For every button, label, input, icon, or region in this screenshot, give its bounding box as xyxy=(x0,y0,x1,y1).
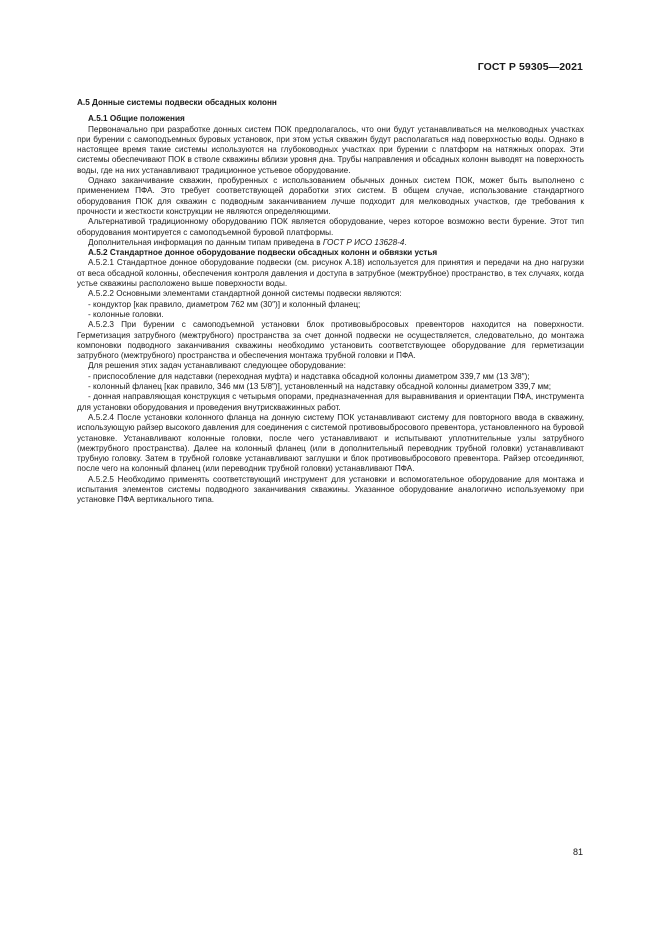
paragraph-4-end: . xyxy=(404,237,407,247)
subsection-title-standard-equipment: А.5.2 Стандартное донное оборудование подвески обсадных колонн и обвязки устья xyxy=(88,248,438,258)
section-title: А.5 Донные системы подвески обсадных колонн xyxy=(77,98,277,107)
paragraph-9: А.5.2.4 После установки колонного фланца на донную систему ПОК устанавливают систему для повторного ввода в скважину, использующую райзер высокого давления для соединения с системой противовыбросового превентора, установленного на буровой установке. Устанавливают колонные головки, после чего устанавливают и испытывают уплотнительные узлы затрубного (межтрубного пространства). Далее на колонный фланец (или в дополнительный переводник трубной головки) устанавливают трубную головку. Затем в трубной головке устанавливают заглушки и блок противовыбросового превентора. Райзер отсоединяют, после чего на колонный фланец (или переводник трубной головки) устанавливают ПФА. xyxy=(77,412,584,474)
paragraph-8: Для решения этих задач устанавливают следующее оборудование: xyxy=(88,361,346,371)
paragraph-4 xyxy=(77,238,584,248)
standard-reference: ГОСТ Р ИСО 13628-4 xyxy=(322,237,405,247)
list-item: - колонные головки. xyxy=(88,309,164,319)
paragraph-3: Альтернативой традиционному оборудованию ПОК является оборудование, через которое возможно вести бурение. Этот тип оборудования монтируется с самоподъемной буровой платформы. xyxy=(77,217,584,237)
paragraph-6: А.5.2.2 Основными элементами стандартной донной системы подвески являются: xyxy=(88,289,402,299)
list-item: - донная направляющая конструкция с четырьмя опорами, предназначенная для выравнивания и ориентации ПФА, инструмента для установки оборудования и проведения внутрискважинных работ. xyxy=(77,392,584,412)
paragraph-1: Первоначально при разработке донных систем ПОК предполагалось, что они будут устанавливаться на мелководных участках при бурении с самоподъемных буровых установок, при этом устья скважин будут располагаться над поверхностью воды. Однако в настоящее время такие системы используются на глубоководных участках при бурении с платформ на натяжных опорах. Эти системы обеспечивают ПОК в стволе скважины вблизи уровня дна. Трубы направления и обсадных колонн выводят на поверхность воды, где на них устанавливают традиционное устьевое оборудование. xyxy=(77,124,584,175)
document-body xyxy=(77,98,584,506)
list-item: - колонный фланец [как правило, 346 мм (13 5/8″)], установленный на надставку обсадной колонны диаметром 339,7 мм; xyxy=(88,382,552,392)
list-item: - приспособление для надставки (переходная муфта) и надставка обсадной колонны диаметром 339,7 мм (13 3/8″); xyxy=(88,371,530,381)
paragraph-4-text: Дополнительная информация по данным типам приведена в xyxy=(88,237,323,247)
subsection-title-general: А.5.1 Общие положения xyxy=(88,114,185,124)
paragraph-7: А.5.2.3 При бурении с самоподъемной установки блок противовыбросовых превенторов находится на поверхности. Герметизация затрубного (межтрубного) пространства за счет донной подвески не осуществляется, следовательно, до монтажа компоновки подводного заканчивания скважины необходимо установить соответствующее оборудование для герметизации затрубного (межтрубного) пространства и обеспечения монтажа трубной головки и ПФА. xyxy=(77,320,584,361)
page-number: 81 xyxy=(572,847,583,857)
list-item: - кондуктор [как правило, диаметром 762 мм (30″)] и колонный фланец; xyxy=(88,299,361,309)
paragraph-10: А.5.2.5 Необходимо применять соответствующий инструмент для установки и вспомогательное оборудование для монтажа и испытания элементов системы подводного заканчивания скважины. Указанное оборудование аналогично используемому при установке ПФА вертикального типа. xyxy=(77,474,584,505)
paragraph-5: А.5.2.1 Стандартное донное оборудование подвески (см. рисунок А.18) используется для принятия и передачи на дно нагрузки от веса обсадной колонны, обеспечения контроля давления и доступа в затрубное (межтрубное) пространство, в тех случаях, когда устье скважины расположено выше поверхности воды. xyxy=(77,258,584,289)
standard-number-header: ГОСТ Р 59305—2021 xyxy=(477,61,583,73)
paragraph-2: Однако заканчивание скважин, пробуренных с использованием обычных донных систем ПОК, может быть выполнено с применением ПФА. Это требует соответствующей доработки этих систем. В общем случае, использование стандартного оборудования ПОК для скважин с подводным заканчиванием лучше подходит для мелководных участков, где требования к прочности и жесткости конструкции не являются определяющими. xyxy=(77,176,584,216)
